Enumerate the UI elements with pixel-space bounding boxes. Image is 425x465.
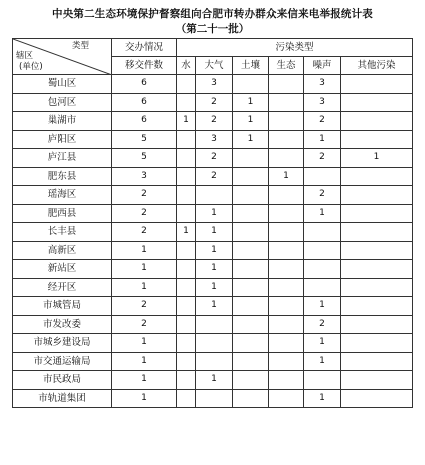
cell-other — [341, 204, 413, 223]
table-row — [13, 389, 413, 408]
table-row — [13, 204, 413, 223]
cell-count: 1 — [112, 389, 177, 408]
cell-water — [177, 334, 196, 353]
cell-other — [341, 297, 413, 316]
statistics-table — [12, 38, 413, 408]
cell-air: 2 — [196, 112, 233, 131]
cell-noise — [304, 167, 341, 186]
cell-count: 1 — [112, 371, 177, 390]
cell-ecology — [269, 315, 304, 334]
cell-other — [341, 352, 413, 371]
cell-air — [196, 389, 233, 408]
cell-count: 6 — [112, 112, 177, 131]
cell-ecology — [269, 334, 304, 353]
column-header-count: 移交件数 — [112, 57, 177, 75]
cell-noise: 1 — [304, 352, 341, 371]
row-district-name: 经开区 — [13, 278, 112, 297]
page-subtitle: （第二十一批） — [175, 23, 250, 35]
table-row — [13, 93, 413, 112]
cell-water — [177, 352, 196, 371]
cell-noise: 1 — [304, 389, 341, 408]
cell-soil — [233, 186, 269, 205]
table-row — [13, 371, 413, 390]
cell-count: 2 — [112, 297, 177, 316]
cell-water — [177, 149, 196, 168]
table-row — [13, 315, 413, 334]
cell-soil — [233, 315, 269, 334]
cell-soil — [233, 75, 269, 94]
cell-air — [196, 186, 233, 205]
cell-air: 1 — [196, 371, 233, 390]
row-district-name: 高新区 — [13, 241, 112, 260]
cell-count: 1 — [112, 260, 177, 279]
cell-count: 2 — [112, 223, 177, 242]
table-row — [13, 75, 413, 94]
table-row — [13, 223, 413, 242]
cell-air: 2 — [196, 167, 233, 186]
column-header-other: 其他污染 — [341, 57, 413, 75]
cell-air: 1 — [196, 223, 233, 242]
cell-soil — [233, 223, 269, 242]
cell-count: 1 — [112, 352, 177, 371]
cell-other — [341, 112, 413, 131]
column-header-water: 水 — [177, 57, 196, 75]
cell-other — [341, 93, 413, 112]
cell-water — [177, 315, 196, 334]
cell-other — [341, 389, 413, 408]
cell-noise: 2 — [304, 315, 341, 334]
cell-count: 2 — [112, 315, 177, 334]
corner-type-label: 类型 — [71, 41, 89, 51]
cell-ecology — [269, 297, 304, 316]
table-row — [13, 130, 413, 149]
table-row — [13, 278, 413, 297]
cell-noise: 2 — [304, 149, 341, 168]
row-district-name: 市发改委 — [13, 315, 112, 334]
cell-water — [177, 167, 196, 186]
cell-water: 1 — [177, 223, 196, 242]
row-district-name: 市城乡建设局 — [13, 334, 112, 353]
cell-other — [341, 315, 413, 334]
column-header-air: 大气 — [196, 57, 233, 75]
cell-count: 3 — [112, 167, 177, 186]
cell-count: 5 — [112, 130, 177, 149]
cell-noise — [304, 260, 341, 279]
cell-noise — [304, 223, 341, 242]
cell-ecology — [269, 75, 304, 94]
cell-other — [341, 223, 413, 242]
cell-other — [341, 278, 413, 297]
cell-water — [177, 371, 196, 390]
cell-count: 6 — [112, 75, 177, 94]
cell-air — [196, 352, 233, 371]
cell-air: 2 — [196, 149, 233, 168]
cell-water: 1 — [177, 112, 196, 131]
cell-noise: 2 — [304, 186, 341, 205]
cell-soil — [233, 334, 269, 353]
row-district-name: 肥东县 — [13, 167, 112, 186]
cell-air — [196, 334, 233, 353]
cell-other — [341, 75, 413, 94]
cell-noise: 1 — [304, 297, 341, 316]
cell-air: 3 — [196, 130, 233, 149]
column-header-noise: 噪声 — [304, 57, 341, 75]
cell-ecology — [269, 204, 304, 223]
cell-noise: 3 — [304, 75, 341, 94]
cell-soil: 1 — [233, 93, 269, 112]
cell-soil: 1 — [233, 130, 269, 149]
cell-noise: 1 — [304, 334, 341, 353]
cell-water — [177, 241, 196, 260]
cell-ecology — [269, 149, 304, 168]
cell-soil — [233, 389, 269, 408]
cell-noise: 1 — [304, 130, 341, 149]
cell-soil: 1 — [233, 112, 269, 131]
table-row — [13, 334, 413, 353]
cell-ecology — [269, 278, 304, 297]
cell-count: 1 — [112, 278, 177, 297]
row-district-name: 瑶海区 — [13, 186, 112, 205]
cell-ecology — [269, 186, 304, 205]
table-row — [13, 260, 413, 279]
cell-noise: 1 — [304, 204, 341, 223]
row-district-name: 市交通运输局 — [13, 352, 112, 371]
cell-soil — [233, 297, 269, 316]
row-district-name: 包河区 — [13, 93, 112, 112]
cell-count: 1 — [112, 241, 177, 260]
table-row — [13, 297, 413, 316]
corner-area-label: 辖区 — [16, 51, 34, 61]
cell-count: 6 — [112, 93, 177, 112]
cell-water — [177, 130, 196, 149]
cell-noise: 3 — [304, 93, 341, 112]
cell-noise — [304, 371, 341, 390]
column-header-soil: 土壤 — [233, 57, 269, 75]
cell-soil — [233, 167, 269, 186]
cell-other — [341, 186, 413, 205]
cell-ecology — [269, 241, 304, 260]
table-row — [13, 149, 413, 168]
header-pollution-group: 污染类型 — [177, 39, 413, 57]
cell-soil — [233, 278, 269, 297]
table-row — [13, 112, 413, 131]
row-district-name: 市城管局 — [13, 297, 112, 316]
cell-count: 5 — [112, 149, 177, 168]
cell-ecology — [269, 260, 304, 279]
cell-soil — [233, 371, 269, 390]
column-header-ecology: 生态 — [269, 57, 304, 75]
corner-unit-label: (单位) — [19, 62, 43, 72]
row-district-name: 巢湖市 — [13, 112, 112, 131]
header-corner-cell — [13, 39, 112, 75]
cell-air: 2 — [196, 93, 233, 112]
header-handover-group: 交办情况 — [112, 39, 177, 57]
cell-water — [177, 93, 196, 112]
cell-count: 2 — [112, 204, 177, 223]
table-row — [13, 352, 413, 371]
cell-air: 1 — [196, 260, 233, 279]
cell-count: 2 — [112, 186, 177, 205]
cell-water — [177, 260, 196, 279]
cell-water — [177, 297, 196, 316]
cell-ecology — [269, 130, 304, 149]
table-row — [13, 167, 413, 186]
cell-other — [341, 334, 413, 353]
cell-ecology — [269, 93, 304, 112]
row-district-name: 肥西县 — [13, 204, 112, 223]
cell-air: 1 — [196, 297, 233, 316]
cell-air: 3 — [196, 75, 233, 94]
cell-ecology — [269, 112, 304, 131]
cell-count: 1 — [112, 334, 177, 353]
cell-water — [177, 75, 196, 94]
cell-soil — [233, 352, 269, 371]
cell-ecology — [269, 352, 304, 371]
table-row — [13, 186, 413, 205]
row-district-name: 长丰县 — [13, 223, 112, 242]
row-district-name: 新站区 — [13, 260, 112, 279]
cell-soil — [233, 241, 269, 260]
cell-soil — [233, 260, 269, 279]
row-district-name: 蜀山区 — [13, 75, 112, 94]
cell-water — [177, 204, 196, 223]
cell-water — [177, 186, 196, 205]
row-district-name: 市民政局 — [13, 371, 112, 390]
cell-noise — [304, 278, 341, 297]
cell-water — [177, 278, 196, 297]
cell-ecology — [269, 223, 304, 242]
cell-air: 1 — [196, 278, 233, 297]
cell-ecology — [269, 389, 304, 408]
cell-other — [341, 130, 413, 149]
table-row — [13, 241, 413, 260]
cell-noise — [304, 241, 341, 260]
cell-other — [341, 371, 413, 390]
cell-other — [341, 260, 413, 279]
cell-air: 1 — [196, 241, 233, 260]
row-district-name: 庐江县 — [13, 149, 112, 168]
cell-ecology: 1 — [269, 167, 304, 186]
cell-noise: 2 — [304, 112, 341, 131]
cell-air: 1 — [196, 204, 233, 223]
cell-air — [196, 315, 233, 334]
cell-other — [341, 167, 413, 186]
cell-other: 1 — [341, 149, 413, 168]
row-district-name: 庐阳区 — [13, 130, 112, 149]
cell-water — [177, 389, 196, 408]
page-title: 中央第二生态环境保护督察组向合肥市转办群众来信来电举报统计表 — [52, 8, 373, 20]
cell-other — [341, 241, 413, 260]
cell-soil — [233, 204, 269, 223]
row-district-name: 市轨道集团 — [13, 389, 112, 408]
cell-soil — [233, 149, 269, 168]
cell-ecology — [269, 371, 304, 390]
